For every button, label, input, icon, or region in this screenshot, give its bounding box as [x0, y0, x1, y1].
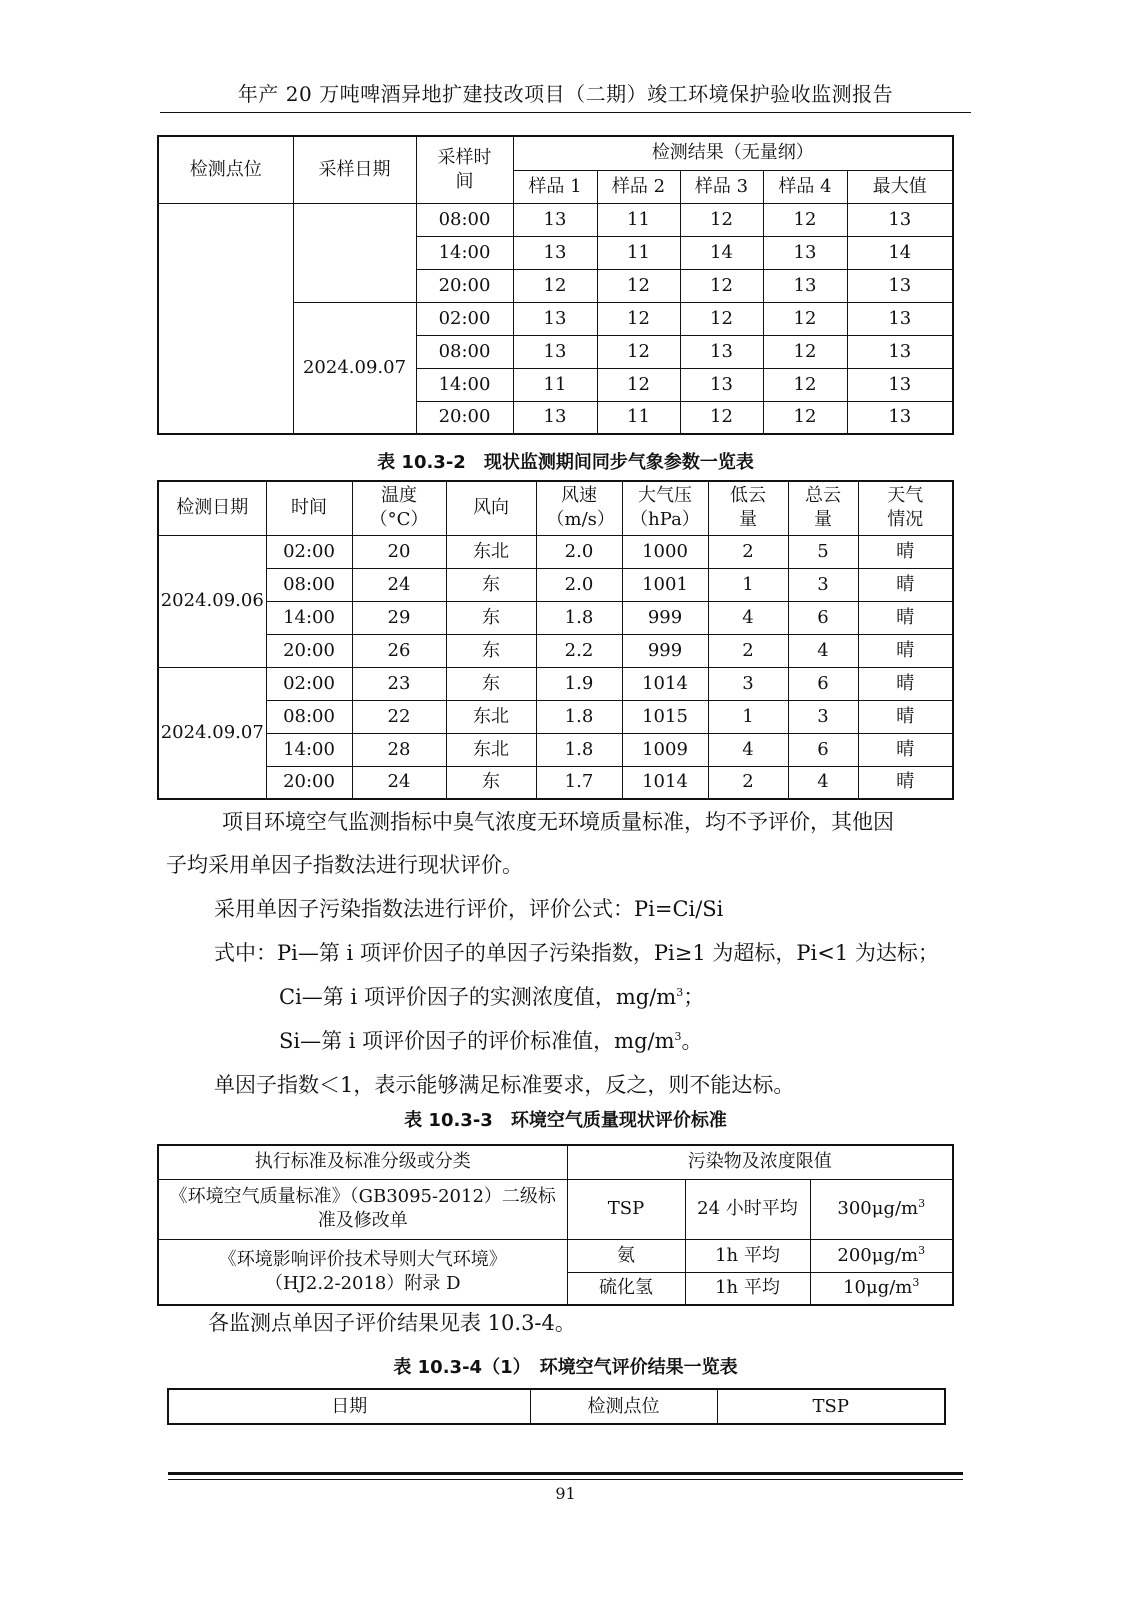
table-cell: 13 [847, 269, 953, 302]
table-cell: 14:00 [416, 368, 513, 401]
paragraph: 各监测点单因子评价结果见表 10.3-4。 [208, 1311, 576, 1335]
table-cell: 24 [352, 568, 446, 601]
table-cell: 13 [763, 236, 847, 269]
table-cell: 08:00 [266, 568, 352, 601]
header-result: 检测结果（无量纲） [513, 136, 953, 170]
table-cell: 20:00 [266, 766, 352, 799]
table-cell: 东北 [446, 733, 536, 766]
table-cell: 11 [597, 236, 680, 269]
table-cell: 12 [680, 302, 763, 335]
table-cell: 1.7 [536, 766, 622, 799]
header-date: 采样日期 [293, 136, 416, 203]
header-sample-2: 样品 2 [597, 170, 680, 203]
table-cell: 1h 平均 [685, 1239, 810, 1272]
table-cell: 11 [513, 368, 597, 401]
table-cell: 4 [788, 634, 858, 667]
table-cell: 20 [352, 535, 446, 568]
table-cell: 12 [763, 335, 847, 368]
table-cell: 26 [352, 634, 446, 667]
paragraph: 单因子指数＜1，表示能够满足标准要求，反之，则不能达标。 [214, 1073, 795, 1097]
table-cell: 14 [680, 236, 763, 269]
table-cell: 1.8 [536, 733, 622, 766]
table-caption: 表 10.3-2 现状监测期间同步气象参数一览表 [377, 452, 754, 473]
header-cell: 检测点位 [530, 1389, 717, 1424]
table-cell: 1000 [622, 535, 708, 568]
header-cell: 天气情况 [858, 481, 953, 535]
table-cell: 12 [763, 302, 847, 335]
table-cell: 晴 [858, 667, 953, 700]
page-number: 91 [555, 1484, 576, 1503]
table-cell: 14:00 [416, 236, 513, 269]
header-cell: TSP [717, 1389, 945, 1424]
header-cell: 风速（m/s） [536, 481, 622, 535]
table-cell: 02:00 [416, 302, 513, 335]
table-cell: 24 小时平均 [685, 1179, 810, 1239]
table-cell: 晴 [858, 700, 953, 733]
header-cell: 总云量 [788, 481, 858, 535]
table-cell: 29 [352, 601, 446, 634]
table-cell: 晴 [858, 601, 953, 634]
table-cell: 12 [597, 302, 680, 335]
page-header: 年产 20 万吨啤酒异地扩建技改项目（二期）竣工环境保护验收监测报告 [237, 82, 894, 106]
table-cell: $200\mu g/m^3$ [810, 1239, 953, 1272]
table-cell: 22 [352, 700, 446, 733]
table-cell: 20:00 [416, 401, 513, 434]
table-cell: 13 [763, 269, 847, 302]
point-cell [158, 203, 293, 434]
paragraph: Si—第 i 项评价因子的评价标准值，$mg/m^3$。 [279, 1029, 703, 1053]
paragraph: Ci—第 i 项评价因子的实测浓度值，$mg/m^3$； [279, 985, 705, 1009]
table-cell: 24 [352, 766, 446, 799]
table-cell: $10\mu g/m^3$ [810, 1272, 953, 1305]
header-cell: 低云量 [708, 481, 788, 535]
table-cell: 11 [597, 203, 680, 236]
header-cell: 温度（°C） [352, 481, 446, 535]
header-time: 采样时间 [416, 136, 513, 203]
table-cell: 1.8 [536, 601, 622, 634]
table-cell: 东 [446, 634, 536, 667]
table-cell: 13 [847, 335, 953, 368]
table-cell: 08:00 [416, 203, 513, 236]
header-cell: 时间 [266, 481, 352, 535]
header-cell: 检测日期 [158, 481, 266, 535]
table-cell: 13 [513, 401, 597, 434]
table-cell: 氨 [567, 1239, 685, 1272]
table-cell: 12 [513, 269, 597, 302]
table-cell: 6 [788, 733, 858, 766]
table-cell: 20:00 [266, 634, 352, 667]
header-sample-1: 样品 1 [513, 170, 597, 203]
weather-table [157, 480, 954, 800]
table-cell: 硫化氢 [567, 1272, 685, 1305]
table-cell: 东 [446, 667, 536, 700]
table-cell: 东北 [446, 700, 536, 733]
header-sample-4: 样品 4 [763, 170, 847, 203]
table-cell: 晴 [858, 535, 953, 568]
table-cell: 999 [622, 601, 708, 634]
table-cell: 2.0 [536, 568, 622, 601]
table-caption: 表 10.3-4（1） 环境空气评价结果一览表 [393, 1357, 738, 1378]
table-cell: 13 [513, 236, 597, 269]
table-cell: 2.0 [536, 535, 622, 568]
table-cell: 13 [513, 203, 597, 236]
table-cell: 5 [788, 535, 858, 568]
table-cell: 东北 [446, 535, 536, 568]
odor-results-table [157, 135, 954, 435]
header-cell: 风向 [446, 481, 536, 535]
table-cell: 08:00 [266, 700, 352, 733]
table-cell: 2.2 [536, 634, 622, 667]
table-cell: 12 [680, 203, 763, 236]
table-cell: 12 [763, 368, 847, 401]
table-cell: 晴 [858, 568, 953, 601]
table-cell: 13 [680, 335, 763, 368]
table-cell: 28 [352, 733, 446, 766]
footer-rule [168, 1472, 963, 1475]
header-rule [160, 112, 971, 113]
table-cell: 11 [597, 401, 680, 434]
table-cell: 1.9 [536, 667, 622, 700]
table-cell: 14:00 [266, 733, 352, 766]
table-cell: 08:00 [416, 335, 513, 368]
header-cell: 大气压（hPa） [622, 481, 708, 535]
table-cell: 4 [708, 601, 788, 634]
paragraph: 式中：Pi—第 i 项评价因子的单因子污染指数，Pi≥1 为超标，Pi<1 为达标； [214, 941, 939, 965]
table-cell: 02:00 [266, 667, 352, 700]
table-cell: 14:00 [266, 601, 352, 634]
table-cell: 13 [847, 203, 953, 236]
table-cell: 14 [847, 236, 953, 269]
date-cell: 2024.09.07 [293, 302, 416, 434]
table-cell: 3 [708, 667, 788, 700]
table-cell: 3 [788, 700, 858, 733]
evaluation-results-table [167, 1388, 946, 1425]
date-cell: 2024.09.07 [158, 667, 266, 799]
table-cell: 12 [597, 269, 680, 302]
table-cell: 13 [513, 302, 597, 335]
header-point: 检测点位 [158, 136, 293, 203]
table-cell: 1h 平均 [685, 1272, 810, 1305]
table-cell: 1 [708, 700, 788, 733]
header-max: 最大值 [847, 170, 953, 203]
table-caption: 表 10.3-3 环境空气质量现状评价标准 [404, 1110, 727, 1131]
table-cell: 12 [680, 401, 763, 434]
table-cell: 1014 [622, 766, 708, 799]
table-cell: 2 [708, 766, 788, 799]
table-cell: 12 [680, 269, 763, 302]
standards-table [157, 1144, 954, 1306]
table-cell: 2 [708, 634, 788, 667]
header-cell: 污染物及浓度限值 [567, 1145, 953, 1179]
table-cell: 东 [446, 568, 536, 601]
table-cell: 1009 [622, 733, 708, 766]
header-cell: 日期 [168, 1389, 530, 1424]
table-cell: $300\mu g/m^3$ [810, 1179, 953, 1239]
table-cell: 2 [708, 535, 788, 568]
table-cell: 晴 [858, 733, 953, 766]
table-cell: 12 [763, 203, 847, 236]
table-cell: TSP [567, 1179, 685, 1239]
date-cell-continued [293, 203, 416, 302]
table-cell: 东 [446, 601, 536, 634]
table-cell: 1014 [622, 667, 708, 700]
standard-cell: 《环境空气质量标准》（GB3095-2012）二级标准及修改单 [158, 1179, 567, 1239]
table-cell: 13 [847, 368, 953, 401]
table-cell: 1001 [622, 568, 708, 601]
table-cell: 6 [788, 667, 858, 700]
table-cell: 6 [788, 601, 858, 634]
header-sample-3: 样品 3 [680, 170, 763, 203]
table-cell: 02:00 [266, 535, 352, 568]
table-cell: 4 [788, 766, 858, 799]
table-cell: 13 [513, 335, 597, 368]
table-cell: 东 [446, 766, 536, 799]
table-cell: 13 [847, 401, 953, 434]
header-cell: 执行标准及标准分级或分类 [158, 1145, 567, 1179]
date-cell: 2024.09.06 [158, 535, 266, 667]
table-cell: 1 [708, 568, 788, 601]
footer-rule [168, 1479, 963, 1480]
paragraph: 项目环境空气监测指标中臭气浓度无环境质量标准，均不予评价，其他因 [222, 810, 894, 834]
paragraph: 采用单因子污染指数法进行评价，评价公式：Pi=Ci/Si [214, 897, 724, 921]
table-cell: 999 [622, 634, 708, 667]
paragraph: 子均采用单因子指数法进行现状评价。 [166, 853, 523, 877]
table-cell: 1015 [622, 700, 708, 733]
table-cell: 23 [352, 667, 446, 700]
standard-cell: 《环境影响评价技术导则大气环境》（HJ2.2-2018）附录 D [158, 1239, 567, 1305]
table-cell: 12 [597, 368, 680, 401]
table-cell: 4 [708, 733, 788, 766]
table-cell: 3 [788, 568, 858, 601]
table-cell: 12 [763, 401, 847, 434]
table-cell: 12 [597, 335, 680, 368]
table-cell: 13 [680, 368, 763, 401]
table-cell: 晴 [858, 634, 953, 667]
table-cell: 1.8 [536, 700, 622, 733]
table-cell: 20:00 [416, 269, 513, 302]
table-cell: 13 [847, 302, 953, 335]
table-cell: 晴 [858, 766, 953, 799]
